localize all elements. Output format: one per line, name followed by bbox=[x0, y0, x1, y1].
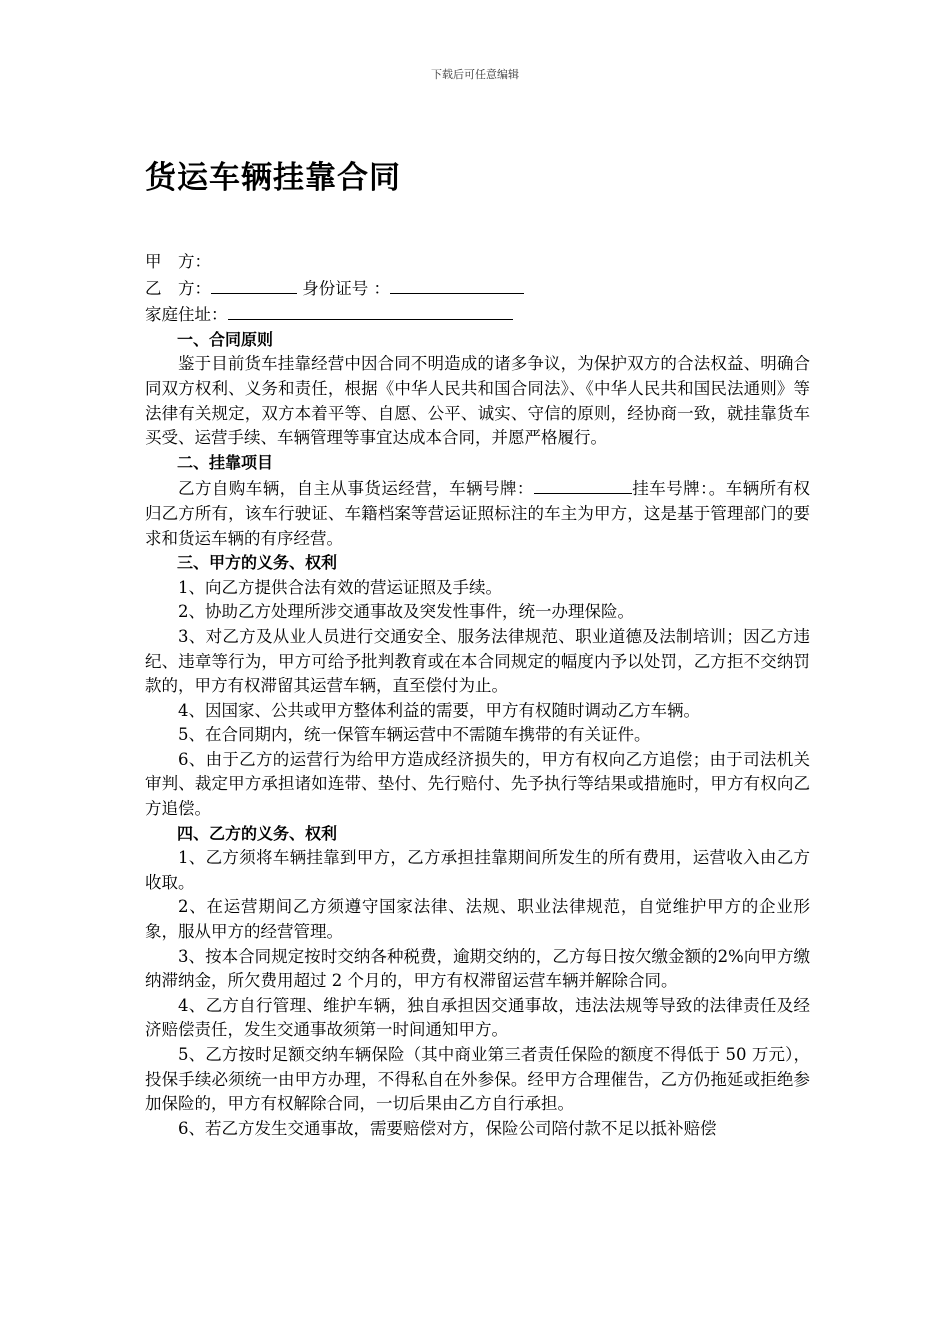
section-4-item-2: 2、在运营期间乙方须遵守国家法律、法规、职业法律规范，自觉维护甲方的企业形象，服从甲方的经营管理。 bbox=[145, 897, 810, 942]
section-4-item-1: 1、乙方须将车辆挂靠到甲方，乙方承担挂靠期间所发生的所有费用，运营收入由乙方收取。 bbox=[145, 848, 810, 892]
party-a-line bbox=[145, 250, 810, 275]
section-2-heading: 二、挂靠项目 bbox=[177, 452, 274, 472]
section-3-item-1: 1、向乙方提供合法有效的营运证照及手续。 bbox=[178, 577, 502, 597]
section-4-heading: 四、乙方的义务、权利 bbox=[177, 823, 338, 843]
page-header-note: 下载后可任意编辑 bbox=[431, 68, 519, 81]
id-number-label: 身份证号 ： bbox=[302, 278, 390, 298]
section-3-item-5: 5、在合同期内，统一保管车辆运营中不需随车携带的有关证件。 bbox=[178, 725, 651, 745]
party-a-label: 甲 方： bbox=[145, 252, 211, 271]
section-4-item-6: 6、若乙方发生交通事故，需要赔偿对方，保险公司陪付款不足以抵补赔偿 bbox=[178, 1118, 717, 1138]
section-3-heading: 三、甲方的义务、权利 bbox=[177, 553, 338, 573]
section-3-item-4: 4、因国家、公共或甲方整体利益的需要，甲方有权随时调动乙方车辆。 bbox=[178, 700, 700, 720]
section-2-text-b: 挂车号牌： bbox=[631, 479, 709, 499]
section-4-item-3: 3、按本合同规定按时交纳各种税费，逾期交纳的，乙方每日按欠缴金额的2%向甲方缴纳滞纳金，所欠费用超过 2 个月的，甲方有权滞留运营车辆并解除合同。 bbox=[145, 946, 810, 991]
contract-body bbox=[145, 250, 810, 1141]
section-1-paragraph: 鉴于目前货车挂靠经营中因合同不明造成的诸多争议，为保护双方的合法权益、明确合同双方权利、义务和责任，根据《中华人民共和国合同法》、《中华人民共和国民法通则》等法律有关规定，双方本着平等、自愿、公平、诚实、守信的原则，经协商一致，就挂靠货车买受、运营手续、车辆管理等事宜达成本合同，并愿严格履行。 bbox=[145, 354, 810, 448]
section-4-item-4: 4、乙方自行管理、维护车辆，独自承担因交通事故，违法法规等导致的法律责任及经济赔偿责任，发生交通事故须第一时间通知甲方。 bbox=[145, 995, 810, 1040]
section-2-text-c: 。车辆所有权归乙方所有，该车行驶证、车籍档案等营运证照标注的车主为甲方，这是基于管理部门的要求和货运车辆的有序经营。 bbox=[145, 479, 811, 548]
section-1-heading: 一、合同原则 bbox=[177, 329, 274, 349]
address-line bbox=[145, 301, 810, 328]
party-b-line bbox=[145, 275, 810, 302]
section-4-item-5: 5、乙方按时足额交纳车辆保险（其中商业第三者责任保险的额度不得低于 50 万元），投保手续必须统一由甲方办理，不得私自在外参保。经甲方合理催告，乙方仍拖延或拒绝参加保险的，甲方有权解除合同，一切后果由乙方自行承担。 bbox=[145, 1045, 810, 1114]
party-b-name-blank bbox=[211, 275, 297, 294]
section-2-text-a: 乙方自购车辆，自主从事货运经营，车辆号牌： bbox=[178, 479, 534, 499]
section-3-item-6: 6、由于乙方的运营行为给甲方造成经济损失的，甲方有权向乙方追偿；由于司法机关审判、裁定甲方承担诸如连带、垫付、先行赔付、先予执行等结果或措施时，甲方有权向乙方追偿。 bbox=[145, 749, 810, 819]
address-blank bbox=[228, 301, 513, 320]
plate-number-blank bbox=[534, 475, 632, 494]
section-2-paragraph bbox=[145, 475, 810, 551]
section-3-item-3: 3、对乙方及从业人员进行交通安全、服务法律规范、职业道德及法制培训；因乙方违纪、违章等行为，甲方可给予批判教育或在本合同规定的幅度内予以处罚，乙方拒不交纳罚款的，甲方有权滞留其运营车辆，直至偿付为止。 bbox=[145, 626, 810, 696]
address-label: 家庭住址： bbox=[145, 305, 228, 325]
party-b-label: 乙 方： bbox=[145, 278, 211, 298]
document-title: 货运车辆挂靠合同 bbox=[145, 160, 401, 196]
id-number-blank bbox=[390, 275, 524, 294]
section-3-item-2: 2、协助乙方处理所涉交通事故及突发性事件，统一办理保险。 bbox=[178, 602, 634, 622]
